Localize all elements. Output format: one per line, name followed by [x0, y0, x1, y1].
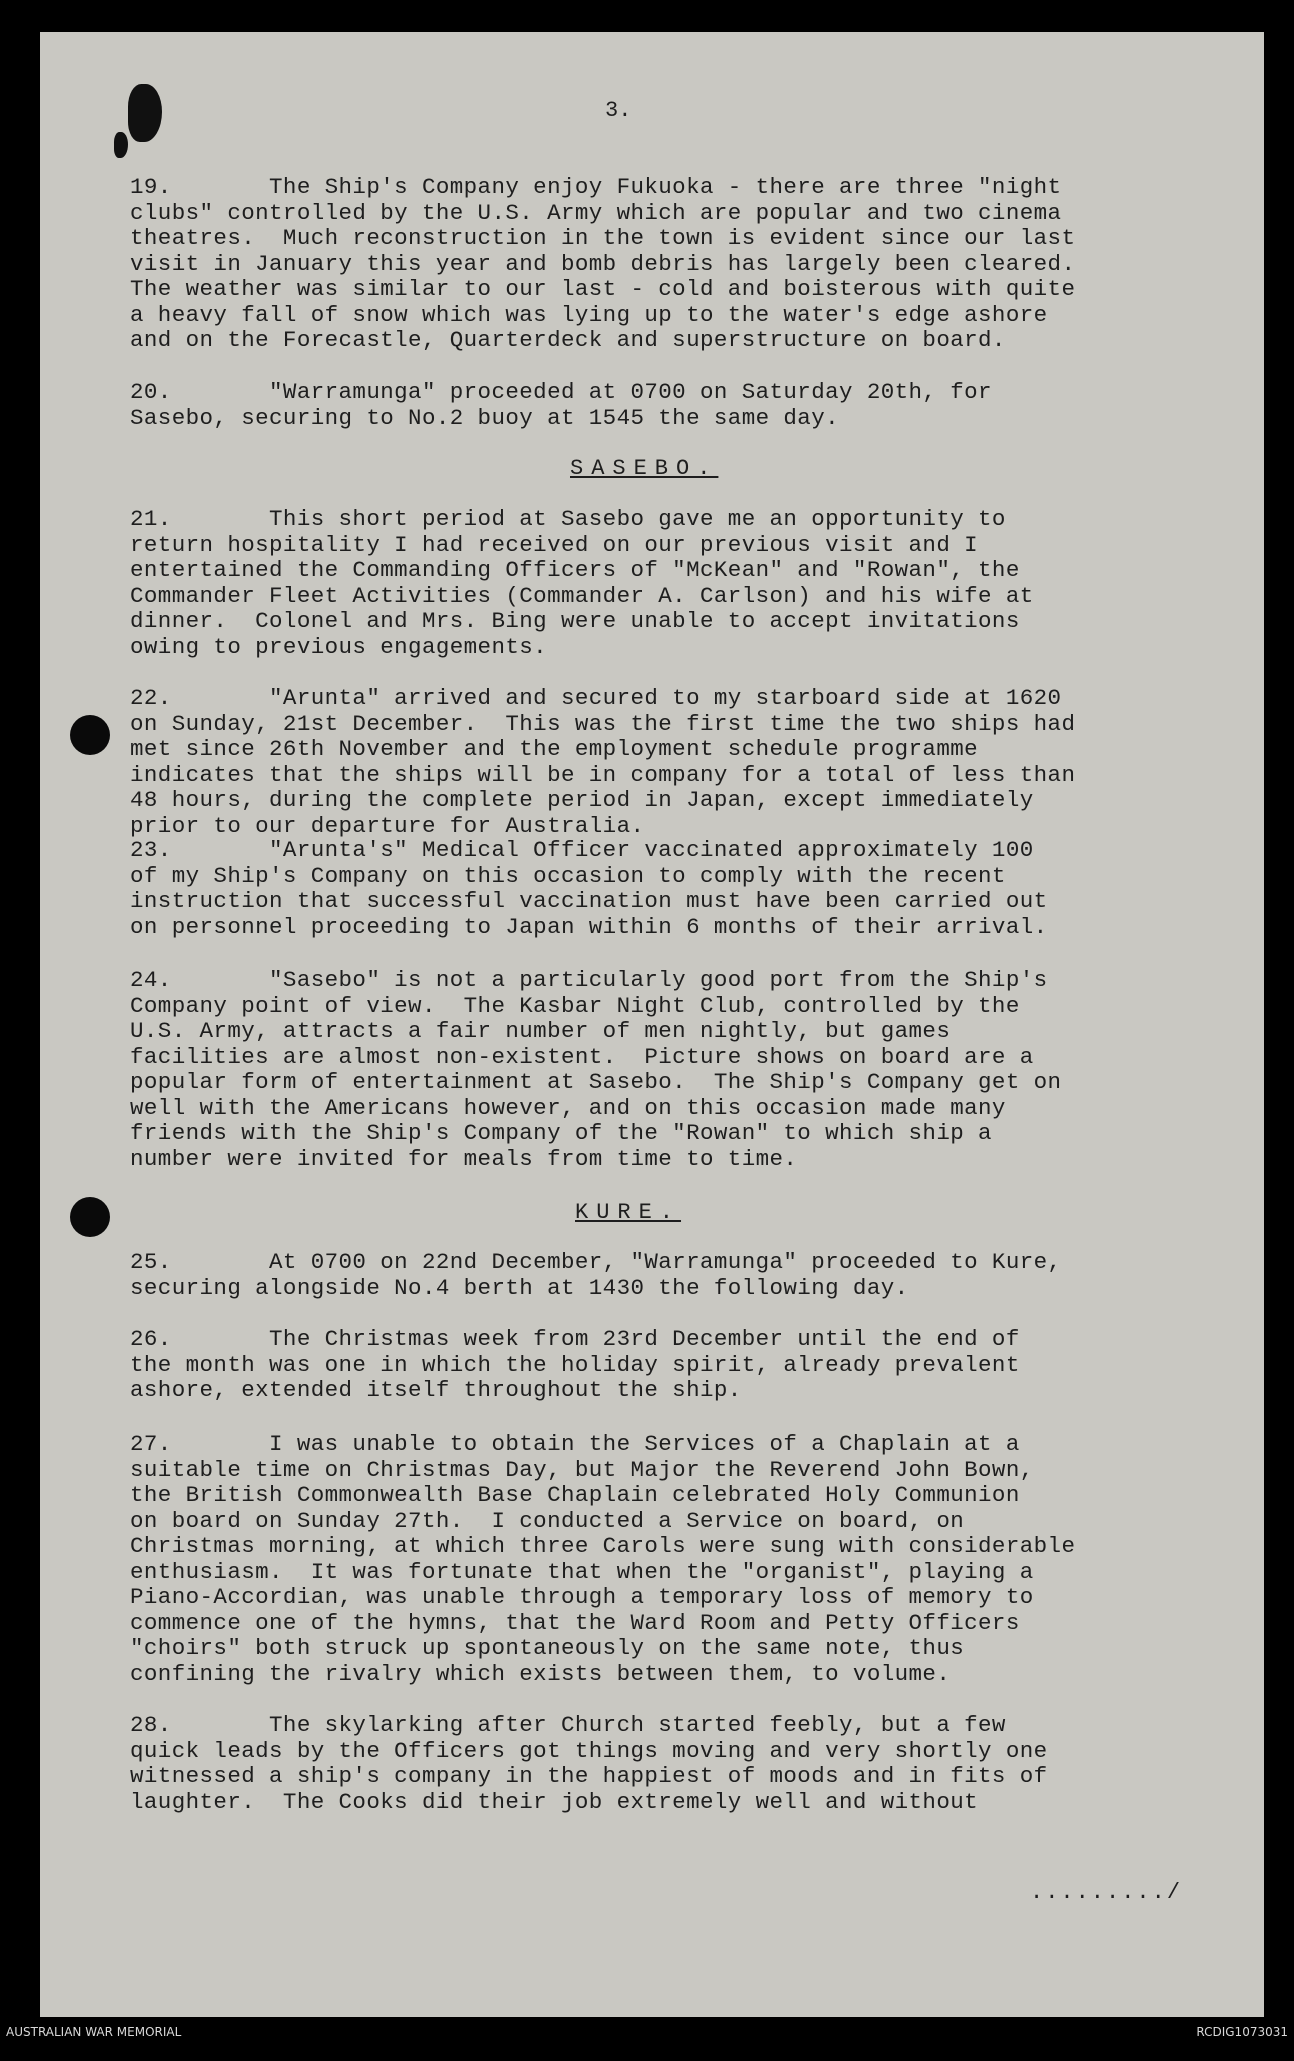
text-line: Christmas morning, at which three Carols were sung with considerable — [130, 1533, 1076, 1559]
text-line: on personnel proceeding to Japan within 6 months of their arrival. — [130, 913, 1048, 940]
text-line: number were invited for meals from time to time. — [130, 1145, 798, 1172]
text-line: U.S. Army, attracts a fair number of men nightly, but games — [130, 1018, 951, 1044]
text-line: friends with the Ship's Company of the "Rowan" to which ship a — [130, 1120, 992, 1146]
heading-kure: KURE. — [575, 1200, 682, 1225]
text-line: 48 hours, during the complete period in Japan, except immediately — [130, 787, 1034, 813]
text-line: confining the rivalry which exists between them, to volume. — [130, 1660, 951, 1687]
text-line: laughter. The Cooks did their job extremely well and without — [130, 1788, 979, 1815]
text-line: indicates that the ships will be in company for a total of less than — [130, 761, 1076, 788]
footer-left: AUSTRALIAN WAR MEMORIAL — [6, 2025, 182, 2039]
para-24 — [130, 968, 1200, 1172]
page-number: 3. — [605, 98, 632, 123]
punch-hole-top — [70, 715, 110, 755]
para-19 — [130, 175, 1200, 354]
punch-hole-bottom — [70, 1197, 110, 1237]
text-line: quick leads by the Officers got things moving and very shortly one — [130, 1737, 1048, 1764]
text-line: of my Ship's Company on this occasion to comply with the recent — [130, 862, 1006, 889]
text-line: the British Commonwealth Base Chaplain celebrated Holy Communion — [130, 1482, 1020, 1508]
text-line: theatres. Much reconstruction in the town is evident since our last — [130, 225, 1076, 251]
text-line: on Sunday, 21st December. This was the first time the two ships had — [130, 710, 1076, 737]
text-line: 25. At 0700 on 22nd December, "Warramunga" proceeded to Kure, — [130, 1249, 1062, 1275]
text-line: visit in January this year and bomb debris has largely been cleared. — [130, 250, 1076, 277]
text-line: 24. "Sasebo" is not a particularly good port from the Ship's — [130, 967, 1048, 993]
para-20 — [130, 380, 1200, 431]
text-line: witnessed a ship's company in the happiest of moods and in fits of — [130, 1763, 1048, 1789]
text-line: on board on Sunday 27th. I conducted a Service on board, on — [130, 1507, 965, 1534]
ink-blot — [114, 132, 128, 158]
text-line: Sasebo, securing to No.2 buoy at 1545 the same day. — [130, 404, 840, 431]
text-line: Company point of view. The Kasbar Night Club, controlled by the — [130, 992, 1020, 1019]
para-27 — [130, 1432, 1200, 1687]
continuation-mark: ........./ — [1030, 1880, 1183, 1905]
text-line: well with the Americans however, and on this occasion made many — [130, 1094, 1006, 1121]
text-line: dinner. Colonel and Mrs. Bing were unable to accept invitations — [130, 608, 1020, 634]
text-line: 20. "Warramunga" proceeded at 0700 on Saturday 20th, for — [130, 379, 992, 405]
para-25 — [130, 1250, 1200, 1301]
text-line: suitable time on Christmas Day, but Major the Reverend John Bown, — [130, 1456, 1034, 1483]
text-line: 28. The skylarking after Church started feebly, but a few — [130, 1712, 1006, 1738]
text-line: Piano-Accordian, was unable through a temporary loss of memory to — [130, 1584, 1034, 1610]
text-line: met since 26th November and the employment schedule programme — [130, 736, 979, 762]
text-line: facilities are almost non-existent. Picture shows on board are a — [130, 1043, 1034, 1070]
archive-footer — [0, 2017, 1294, 2061]
heading-sasebo: SASEBO. — [570, 456, 719, 481]
text-line: 23. "Arunta's" Medical Officer vaccinated approximately 100 — [130, 837, 1034, 863]
text-line: 21. This short period at Sasebo gave me an opportunity to — [130, 506, 1006, 532]
text-line: popular form of entertainment at Sasebo. The Ship's Company get on — [130, 1069, 1062, 1095]
text-line: return hospitality I had received on our previous visit and I — [130, 531, 979, 558]
text-line: 19. The Ship's Company enjoy Fukuoka - there are three "night — [130, 174, 1062, 200]
footer-right: RCDIG1073031 — [1196, 2025, 1288, 2039]
para-22 — [130, 686, 1200, 839]
ink-blot — [128, 84, 162, 142]
text-line: instruction that successful vaccination must have been carried out — [130, 888, 1048, 914]
text-line: enthusiasm. It was fortunate that when the "organist", playing a — [130, 1558, 1034, 1585]
text-line: clubs" controlled by the U.S. Army which are popular and two cinema — [130, 199, 1062, 226]
text-line: 26. The Christmas week from 23rd December until the end of — [130, 1326, 1020, 1352]
text-line: "choirs" both struck up spontaneously on the same note, thus — [130, 1635, 965, 1661]
text-line: ashore, extended itself throughout the ship. — [130, 1377, 742, 1403]
para-28 — [130, 1713, 1200, 1815]
text-line: Commander Fleet Activities (Commander A. Carlson) and his wife at — [130, 582, 1034, 609]
text-line: securing alongside No.4 berth at 1430 the following day. — [130, 1274, 909, 1301]
text-line: commence one of the hymns, that the Ward Room and Petty Officers — [130, 1609, 1020, 1636]
text-line: the month was one in which the holiday spirit, already prevalent — [130, 1351, 1020, 1378]
para-26 — [130, 1327, 1200, 1404]
text-line: entertained the Commanding Officers of "McKean" and "Rowan", the — [130, 557, 1020, 583]
text-line: 22. "Arunta" arrived and secured to my starboard side at 1620 — [130, 685, 1062, 711]
para-23 — [130, 838, 1200, 940]
para-21 — [130, 507, 1200, 660]
text-line: prior to our departure for Australia. — [130, 812, 645, 839]
text-line: The weather was similar to our last - cold and boisterous with quite — [130, 276, 1076, 302]
text-line: a heavy fall of snow which was lying up to the water's edge ashore — [130, 301, 1048, 328]
text-line: owing to previous engagements. — [130, 633, 548, 660]
text-line: and on the Forecastle, Quarterdeck and superstructure on board. — [130, 327, 1006, 353]
text-line: 27. I was unable to obtain the Services of a Chaplain at a — [130, 1431, 1020, 1457]
